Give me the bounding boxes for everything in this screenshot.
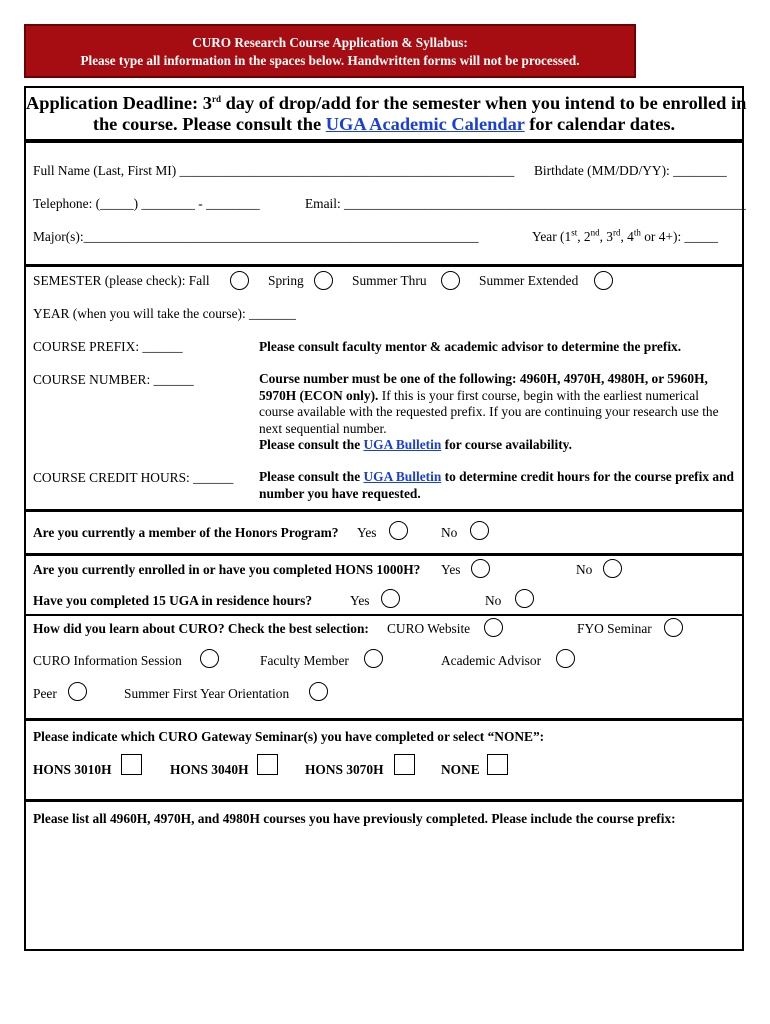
- hons3010-label: HONS 3010H: [33, 762, 112, 777]
- honors-no-label: No: [441, 525, 458, 540]
- uga-bulletin-credit-link[interactable]: UGA Bulletin: [363, 469, 442, 484]
- honors-question: Are you currently a member of the Honors Program?: [33, 525, 339, 540]
- instructions-banner: [24, 24, 636, 78]
- peer-label: Peer: [33, 686, 57, 701]
- fyo-seminar-radio[interactable]: [664, 618, 683, 637]
- summer-extended-radio[interactable]: [594, 271, 613, 290]
- residence-yes-radio[interactable]: [381, 589, 400, 608]
- faculty-member-label: Faculty Member: [260, 653, 349, 668]
- summer-orientation-radio[interactable]: [309, 682, 328, 701]
- faculty-member-radio[interactable]: [364, 649, 383, 668]
- summer-extended-label: Summer Extended: [479, 273, 579, 288]
- summer-orientation-label: Summer First Year Orientation: [124, 686, 290, 701]
- fyo-seminar-label: FYO Seminar: [577, 621, 652, 636]
- course-prefix-note: Please consult faculty mentor & academic advisor to determine the prefix.: [259, 339, 682, 354]
- info-session-radio[interactable]: [200, 649, 219, 668]
- hons1000-no-label: No: [576, 562, 593, 577]
- course-number-note: Course number must be one of the following: 4960H, 4970H, 4980H, or 5960H, 5970H (ECON only). If this is your first course, begin with the earliest numerical course available with the requested prefix. If you are continuing your research use the next sequential number. Please consult the UGA Bulletin for course availability.: [259, 371, 719, 452]
- honors-yes-label: Yes: [357, 525, 377, 540]
- hons3040-label: HONS 3040H: [170, 762, 249, 777]
- residence-no-radio[interactable]: [515, 589, 534, 608]
- deadline-box: [24, 86, 747, 141]
- hons3070-checkbox[interactable]: [394, 754, 415, 775]
- course-year-field[interactable]: YEAR (when you will take the course): _______: [33, 306, 296, 321]
- previous-courses-question: Please list all 4960H, 4970H, and 4980H courses you have previously completed. Please include the course prefix:: [33, 811, 676, 826]
- credit-hours-field[interactable]: COURSE CREDIT HOURS: ______: [33, 470, 234, 485]
- curo-website-radio[interactable]: [484, 618, 503, 637]
- hons1000-yes-radio[interactable]: [471, 559, 490, 578]
- deadline-line-1: Application Deadline: 3rd day of drop/add for the semester when you intend to be enrolled in: [26, 93, 747, 113]
- residence-yes-label: Yes: [350, 593, 370, 608]
- spring-radio[interactable]: [314, 271, 333, 290]
- birthdate-field[interactable]: Birthdate (MM/DD/YY): ________: [534, 163, 727, 178]
- none-label: NONE: [441, 762, 480, 777]
- course-number-field[interactable]: COURSE NUMBER: ______: [33, 372, 194, 387]
- deadline-line-2: the course. Please consult the UGA Academic Calendar for calendar dates.: [92, 114, 676, 134]
- curo-website-label: CURO Website: [387, 621, 471, 636]
- hons3010-checkbox[interactable]: [121, 754, 142, 775]
- info-session-label: CURO Information Session: [33, 653, 182, 668]
- hons1000-question: Are you currently enrolled in or have you completed HONS 1000H?: [33, 562, 421, 577]
- majors-field[interactable]: Major(s):___________________________________________________________: [33, 229, 479, 244]
- banner-instructions: Please type all information in the spaces below. Handwritten forms will not be processed.: [80, 53, 580, 68]
- residence-hours-question: Have you completed 15 UGA in residence hours?: [33, 593, 313, 608]
- summer-thru-radio[interactable]: [441, 271, 460, 290]
- academic-advisor-radio[interactable]: [556, 649, 575, 668]
- summer-thru-label: Summer Thru: [352, 273, 427, 288]
- gateway-question: Please indicate which CURO Gateway Seminar(s) you have completed or select “NONE”:: [33, 729, 545, 744]
- hons3070-label: HONS 3070H: [305, 762, 384, 777]
- honors-yes-radio[interactable]: [389, 521, 408, 540]
- academic-calendar-link[interactable]: UGA Academic Calendar: [325, 114, 525, 134]
- uga-bulletin-link[interactable]: UGA Bulletin: [363, 437, 442, 452]
- telephone-field[interactable]: Telephone: (_____) ________ - ________: [33, 196, 260, 211]
- honors-no-radio[interactable]: [470, 521, 489, 540]
- none-checkbox[interactable]: [487, 754, 508, 775]
- course-prefix-field[interactable]: COURSE PREFIX: ______: [33, 339, 183, 354]
- spring-label: Spring: [268, 273, 304, 288]
- email-field[interactable]: Email: ____________________________________________________________: [305, 196, 746, 211]
- hons1000-yes-label: Yes: [441, 562, 461, 577]
- hons1000-no-radio[interactable]: [603, 559, 622, 578]
- residence-no-label: No: [485, 593, 502, 608]
- semester-label: SEMESTER (please check): Fall: [33, 273, 210, 288]
- academic-advisor-label: Academic Advisor: [441, 653, 542, 668]
- learn-question: How did you learn about CURO? Check the best selection:: [33, 621, 369, 636]
- full-name-field[interactable]: Full Name (Last, First MI) __________________________________________________: [33, 163, 515, 178]
- peer-radio[interactable]: [68, 682, 87, 701]
- fall-radio[interactable]: [230, 271, 249, 290]
- credit-hours-note: Please consult the UGA Bulletin to determine credit hours for the course prefix and number you have requested.: [259, 469, 734, 501]
- year-field[interactable]: Year (1st, 2nd, 3rd, 4th or 4+): _____: [532, 227, 718, 244]
- banner-title: CURO Research Course Application & Syllabus:: [192, 35, 468, 50]
- hons3040-checkbox[interactable]: [257, 754, 278, 775]
